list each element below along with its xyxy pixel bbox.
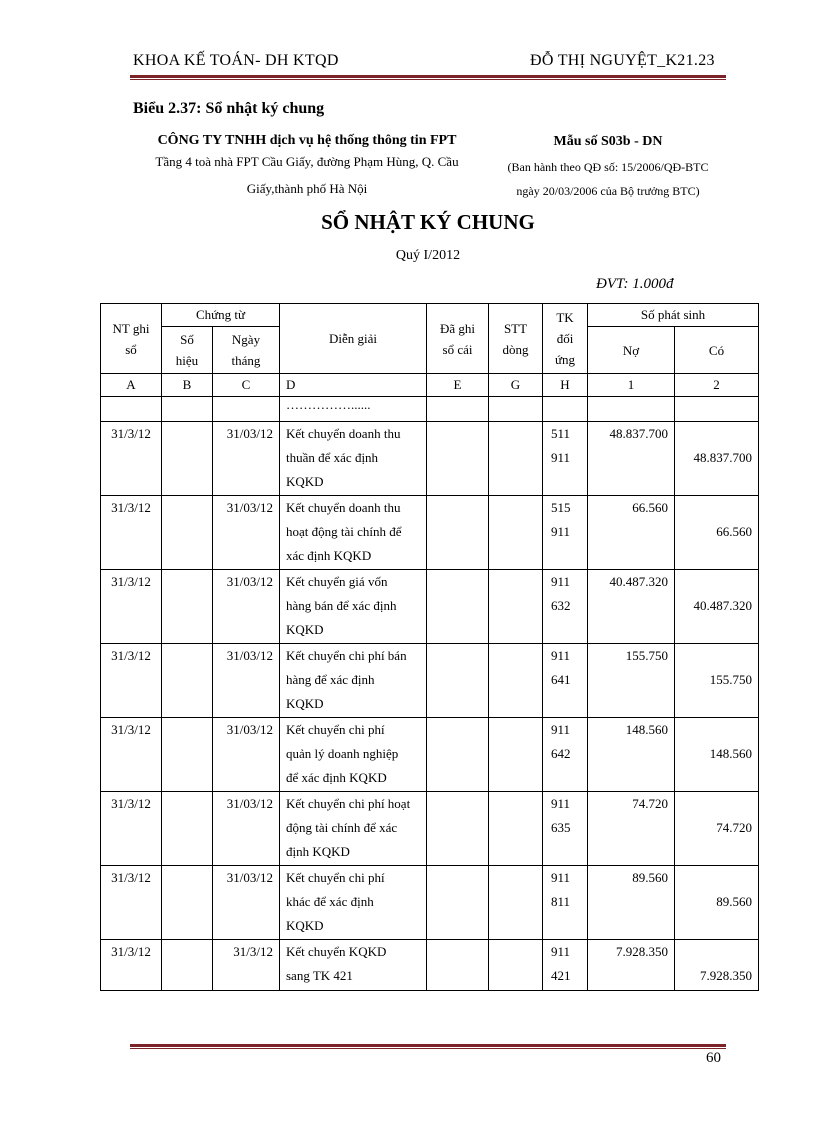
col-chung-tu: Chứng từ	[162, 304, 280, 327]
table-row	[101, 866, 759, 940]
cell-no: 74.720	[588, 792, 675, 866]
cell-no: 7.928.350	[588, 940, 675, 991]
col-stt-dong: STT dòng	[489, 304, 543, 374]
cell-stt	[489, 866, 543, 940]
cell-tk: 911 421	[543, 940, 588, 991]
cell-nt: 31/3/12	[101, 422, 162, 496]
cell-dien-giai: Kết chuyển chi phí hoạt động tài chính để xác định KQKD	[280, 792, 427, 866]
cell-dien-giai: Kết chuyển chi phí quản lý doanh nghiệp để xác định KQKD	[280, 718, 427, 792]
cell-tk: 911 641	[543, 644, 588, 718]
header-rule-thin	[130, 79, 726, 80]
company-address-2: Giấy,thành phố Hà Nội	[246, 181, 368, 196]
cell-co: 66.560	[675, 496, 759, 570]
cell-so-hieu	[162, 422, 213, 496]
cell-no: 148.560	[588, 718, 675, 792]
journal-table	[100, 303, 759, 991]
table-row	[101, 496, 759, 570]
cell-stt	[489, 570, 543, 644]
cell-da-ghi	[427, 866, 489, 940]
page-title: SỔ NHẬT KÝ CHUNG	[321, 210, 535, 234]
col-so-hieu: Số hiệu	[162, 327, 213, 374]
cell-da-ghi	[427, 496, 489, 570]
cell-so-hieu	[162, 644, 213, 718]
cell-no: 66.560	[588, 496, 675, 570]
form-code: Mẫu số S03b - DN	[553, 134, 663, 149]
cell-so-hieu	[162, 718, 213, 792]
cell-no: 89.560	[588, 866, 675, 940]
cell-no: 40.487.320	[588, 570, 675, 644]
cell-dien-giai: Kết chuyển chi phí bán hàng để xác định KQKD	[280, 644, 427, 718]
cell-stt	[489, 496, 543, 570]
cell-co: 74.720	[675, 792, 759, 866]
cell-nt: 31/3/12	[101, 718, 162, 792]
cell-tk: 911 632	[543, 570, 588, 644]
unit-label: ĐVT: 1.000đ	[596, 276, 674, 292]
cell-ngay: 31/03/12	[213, 792, 280, 866]
table-row	[101, 570, 759, 644]
page-number: 60	[706, 1050, 721, 1066]
cell-stt	[489, 644, 543, 718]
cell-stt	[489, 422, 543, 496]
cell-co: 148.560	[675, 718, 759, 792]
cell-tk: 515 911	[543, 496, 588, 570]
cell-dien-giai: Kết chuyển giá vốn hàng bán để xác định KQKD	[280, 570, 427, 644]
cell-co: 48.837.700	[675, 422, 759, 496]
cell-ngay: 31/03/12	[213, 644, 280, 718]
ellipsis-row: ……………......	[101, 397, 759, 422]
table-row	[101, 644, 759, 718]
table-row	[101, 940, 759, 991]
col-tk-doi-ung: TK đối ứng	[543, 304, 588, 374]
cell-no: 155.750	[588, 644, 675, 718]
col-so-phat-sinh: Số phát sinh	[588, 304, 759, 327]
column-label-row: A B C D E G H 1 2	[101, 374, 759, 397]
cell-so-hieu	[162, 940, 213, 991]
col-no: Nợ	[588, 327, 675, 374]
cell-tk: 511 911	[543, 422, 588, 496]
col-dien-giai: Diễn giải	[280, 304, 427, 374]
cell-nt: 31/3/12	[101, 570, 162, 644]
cell-co: 40.487.320	[675, 570, 759, 644]
footer-rule-thin	[130, 1048, 726, 1049]
table-row	[101, 422, 759, 496]
cell-so-hieu	[162, 866, 213, 940]
cell-dien-giai: Kết chuyển chi phí khác để xác định KQKD	[280, 866, 427, 940]
company-name: CÔNG TY TNHH dịch vụ hệ thống thông tin FPT	[157, 133, 457, 148]
cell-nt: 31/3/12	[101, 644, 162, 718]
cell-tk: 911 642	[543, 718, 588, 792]
cell-co: 155.750	[675, 644, 759, 718]
cell-tk: 911 635	[543, 792, 588, 866]
col-da-ghi-so-cai: Đã ghi sổ cái	[427, 304, 489, 374]
cell-stt	[489, 718, 543, 792]
cell-da-ghi	[427, 718, 489, 792]
table-row	[101, 718, 759, 792]
cell-co: 7.928.350	[675, 940, 759, 991]
footer-rule	[130, 1044, 726, 1047]
col-ngay-thang: Ngày tháng	[213, 327, 280, 374]
cell-no: 48.837.700	[588, 422, 675, 496]
cell-so-hieu	[162, 570, 213, 644]
cell-ngay: 31/03/12	[213, 570, 280, 644]
header-left: KHOA KẾ TOÁN- DH KTQD	[133, 52, 339, 69]
col-nt-ghi-so: NT ghi sổ	[101, 304, 162, 374]
cell-nt: 31/3/12	[101, 866, 162, 940]
cell-dien-giai: Kết chuyển doanh thu thuần để xác định KQKD	[280, 422, 427, 496]
table-row	[101, 792, 759, 866]
form-issued-2: ngày 20/03/2006 của Bộ trưởng BTC)	[516, 184, 700, 198]
cell-dien-giai: Kết chuyển doanh thu hoạt động tài chính để xác định KQKD	[280, 496, 427, 570]
cell-nt: 31/3/12	[101, 792, 162, 866]
cell-nt: 31/3/12	[101, 496, 162, 570]
cell-da-ghi	[427, 940, 489, 991]
cell-so-hieu	[162, 496, 213, 570]
exhibit-title: Biểu 2.37: Sổ nhật ký chung	[133, 100, 325, 117]
cell-ngay: 31/03/12	[213, 866, 280, 940]
cell-da-ghi	[427, 570, 489, 644]
cell-tk: 911 811	[543, 866, 588, 940]
cell-ngay: 31/03/12	[213, 422, 280, 496]
cell-ngay: 31/03/12	[213, 718, 280, 792]
header-rule	[130, 75, 726, 78]
cell-stt	[489, 792, 543, 866]
cell-so-hieu	[162, 792, 213, 866]
cell-co: 89.560	[675, 866, 759, 940]
cell-da-ghi	[427, 644, 489, 718]
cell-da-ghi	[427, 792, 489, 866]
cell-ngay: 31/3/12	[213, 940, 280, 991]
cell-da-ghi	[427, 422, 489, 496]
col-co: Có	[675, 327, 759, 374]
form-issued-1: (Ban hành theo QĐ số: 15/2006/QĐ-BTC	[507, 160, 709, 174]
cell-ngay: 31/03/12	[213, 496, 280, 570]
header-right: ĐỖ THỊ NGUYỆT_K21.23	[530, 52, 715, 69]
cell-dien-giai: Kết chuyển KQKD sang TK 421	[280, 940, 427, 991]
period: Quý I/2012	[395, 248, 461, 263]
cell-stt	[489, 940, 543, 991]
cell-nt: 31/3/12	[101, 940, 162, 991]
company-address-1: Tầng 4 toà nhà FPT Cầu Giấy, đường Phạm Hùng, Q. Cầu	[155, 154, 459, 169]
